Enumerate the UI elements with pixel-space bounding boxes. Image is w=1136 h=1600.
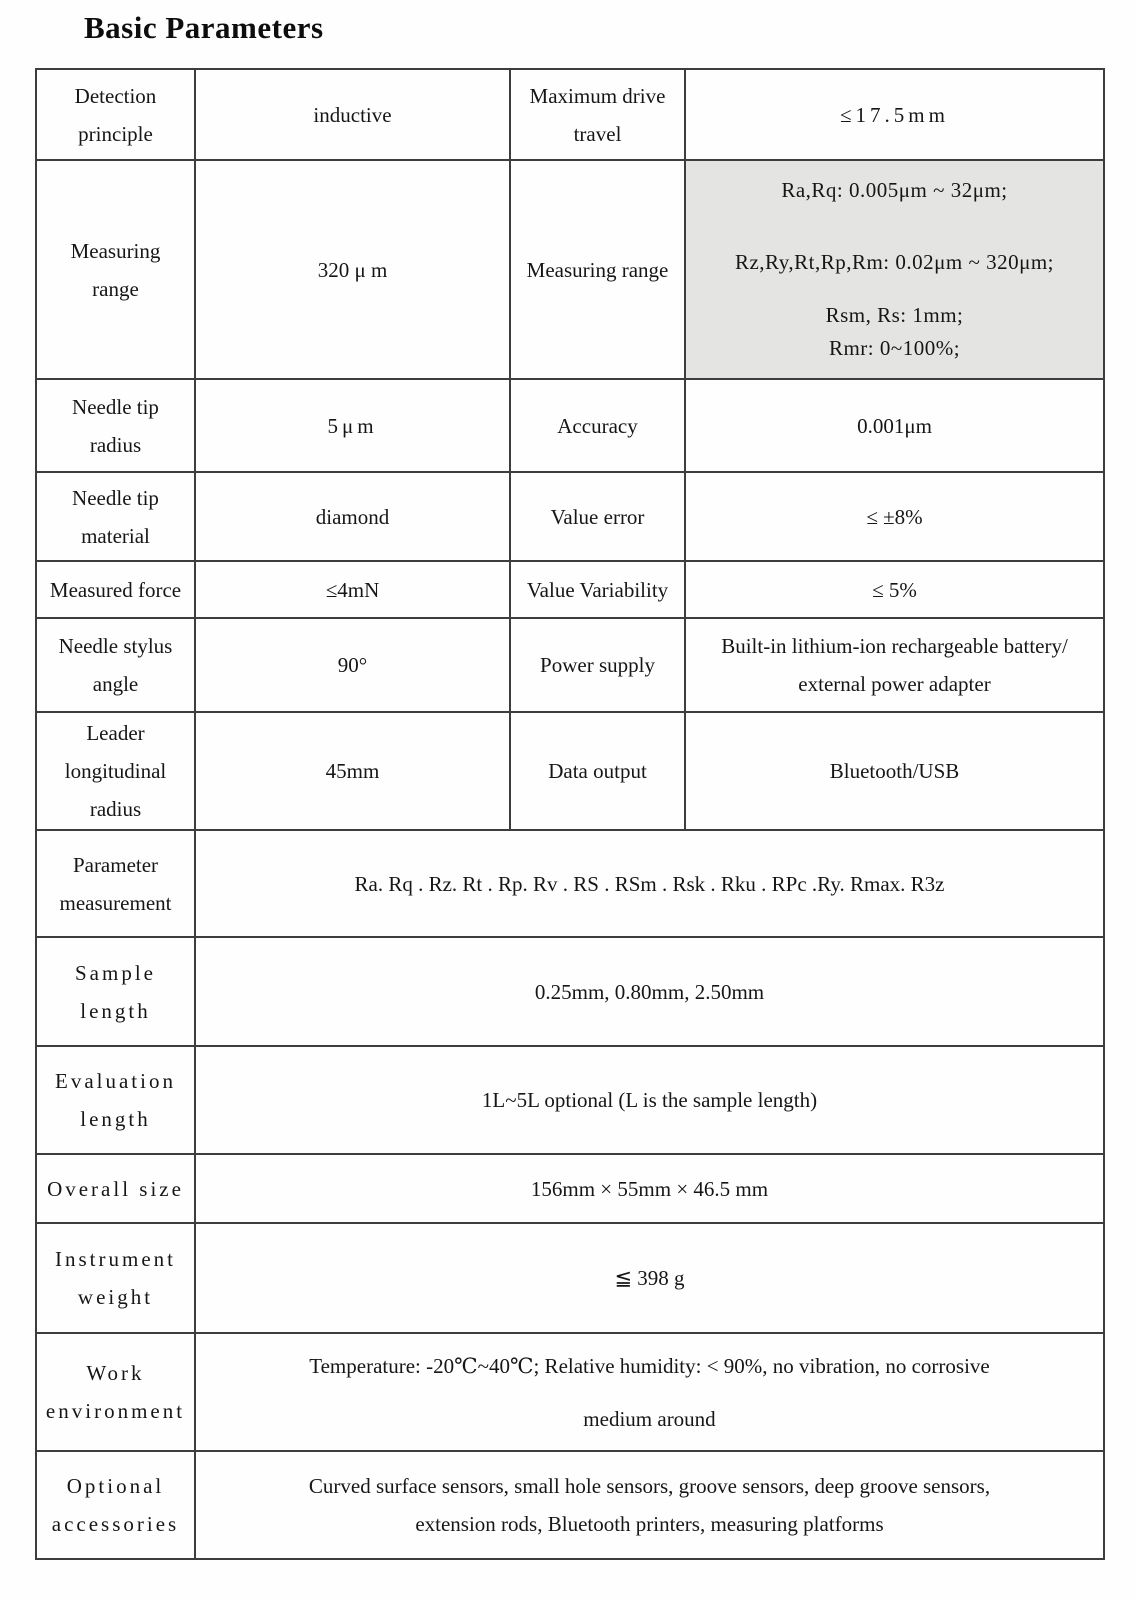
- cell-text-line: 45mm: [325, 759, 380, 783]
- param-value-cell: [685, 472, 1104, 561]
- param-name-cell: [36, 618, 195, 712]
- param-value-cell: [195, 561, 510, 618]
- cell-text-line: medium around: [583, 1406, 716, 1431]
- param-value-cell: [195, 712, 510, 830]
- page-title: Basic Parameters: [84, 10, 324, 45]
- cell-text-line: Ra. Rq . Rz. Rt . Rp. Rv . RS . RSm . Rsk . Rku . RPc .Ry. Rmax. R3z: [354, 871, 945, 896]
- param-value-cell: [685, 69, 1104, 160]
- cell-text-line: travel: [573, 121, 622, 146]
- cell-text-line: Ra,Rq: 0.005μm ~ 32μm;: [781, 178, 1008, 202]
- param-value-cell: [685, 712, 1104, 830]
- param-name-cell: [36, 160, 195, 379]
- cell-text-line: Value Variability: [526, 577, 669, 602]
- param-value-cell: [195, 618, 510, 712]
- table-row: [36, 1333, 1104, 1451]
- cell-text-line: Measured force: [49, 577, 182, 602]
- cell-text-line: inductive: [313, 102, 392, 127]
- cell-text-line: 320 μ m: [317, 257, 388, 282]
- param-name-cell: [36, 712, 195, 830]
- param-value-cell: [510, 472, 685, 561]
- cell-text-line: Needle tip: [72, 394, 159, 419]
- cell-text-line: angle: [92, 672, 139, 696]
- cell-text-line: material: [81, 523, 150, 548]
- param-value-cell: [195, 1223, 1104, 1333]
- cell-text-line: Rz,Ry,Rt,Rp,Rm: 0.02μm ~ 320μm;: [734, 250, 1055, 274]
- table-row: [36, 379, 1104, 472]
- cell-text-line: 1L~5L optional (L is the sample length): [481, 1088, 818, 1112]
- cell-text-line: external power adapter: [798, 672, 991, 696]
- table-row: [36, 1154, 1104, 1223]
- param-value-cell: [195, 830, 1104, 937]
- cell-text-line: ≤ 5%: [872, 577, 917, 602]
- param-value-cell: [685, 160, 1104, 379]
- cell-text-line: Leader: [86, 721, 145, 745]
- cell-text-line: Overall size: [47, 1176, 184, 1201]
- cell-text-line: radius: [89, 432, 142, 457]
- cell-text-line: Optional: [66, 1474, 165, 1498]
- param-name-cell: [36, 69, 195, 160]
- param-value-cell: [685, 618, 1104, 712]
- table-row: [36, 830, 1104, 937]
- param-name-cell: [36, 379, 195, 472]
- param-value-cell: [510, 618, 685, 712]
- param-name-cell: [36, 1451, 195, 1559]
- cell-text-line: principle: [78, 121, 153, 146]
- table-row: [36, 1046, 1104, 1154]
- cell-text-line: Data output: [548, 759, 647, 783]
- param-name-cell: [36, 1046, 195, 1154]
- cell-text-line: Accuracy: [557, 413, 638, 438]
- param-name-cell: [36, 1154, 195, 1223]
- cell-text-line: Work: [86, 1361, 145, 1385]
- cell-text-line: weight: [77, 1285, 154, 1309]
- cell-text-line: diamond: [315, 504, 390, 529]
- table-row: [36, 712, 1104, 830]
- cell-text-line: 0.25mm, 0.80mm, 2.50mm: [534, 979, 765, 1004]
- cell-text-line: ≤17.5mm: [840, 102, 949, 127]
- cell-text-line: Maximum drive: [529, 83, 666, 108]
- param-name-cell: [36, 472, 195, 561]
- table-body: [36, 69, 1104, 1559]
- param-value-cell: [510, 69, 685, 160]
- cell-text-line: radius: [89, 797, 142, 821]
- param-value-cell: [195, 379, 510, 472]
- param-value-cell: [195, 1046, 1104, 1154]
- param-value-cell: [195, 160, 510, 379]
- param-value-cell: [510, 160, 685, 379]
- cell-text-line: Measuring: [70, 238, 161, 263]
- table-row: [36, 160, 1104, 379]
- param-value-cell: [685, 379, 1104, 472]
- cell-text-line: Parameter: [72, 852, 159, 877]
- cell-text-line: Detection: [74, 83, 157, 108]
- param-value-cell: [510, 712, 685, 830]
- cell-text-line: ≤4mN: [325, 577, 380, 602]
- cell-text-line: Curved surface sensors, small hole sensors, groove sensors, deep groove sensors,: [308, 1474, 991, 1498]
- cell-text-line: Needle stylus: [58, 634, 173, 658]
- cell-text-line: Temperature: -20℃~40℃; Relative humidity: < 90%, no vibration, no corrosive: [309, 1353, 990, 1378]
- param-name-cell: [36, 937, 195, 1046]
- param-name-cell: [36, 561, 195, 618]
- cell-text-line: environment: [45, 1399, 186, 1423]
- param-value-cell: [195, 937, 1104, 1046]
- table-row: [36, 1223, 1104, 1333]
- cell-text-line: 156mm × 55mm × 46.5 mm: [530, 1176, 769, 1201]
- cell-text-line: Needle tip: [72, 485, 159, 510]
- cell-text-line: Sample: [75, 960, 156, 985]
- cell-text-line: longitudinal: [64, 759, 167, 783]
- cell-text-line: 0.001μm: [857, 413, 932, 438]
- cell-text-line: ≤ ±8%: [866, 504, 923, 529]
- param-value-cell: [510, 561, 685, 618]
- table-row: [36, 1451, 1104, 1559]
- cell-text-line: measurement: [59, 890, 172, 915]
- cell-text-line: ≦ 398 g: [614, 1266, 685, 1290]
- param-value-cell: [195, 69, 510, 160]
- cell-text-line: 5μm: [327, 413, 378, 438]
- cell-text-line: Evaluation: [55, 1069, 176, 1093]
- cell-text-line: Rmr: 0~100%;: [828, 336, 961, 360]
- cell-text-line: accessories: [51, 1512, 180, 1536]
- cell-text-line: Value error: [550, 504, 645, 529]
- param-value-cell: [510, 379, 685, 472]
- cell-text-line: Bluetooth/USB: [829, 759, 960, 783]
- param-value-cell: [195, 1333, 1104, 1451]
- cell-text-line: length: [80, 1107, 151, 1131]
- param-value-cell: [195, 1154, 1104, 1223]
- table-row: [36, 69, 1104, 160]
- table-row: [36, 937, 1104, 1046]
- table-row: [36, 561, 1104, 618]
- cell-text-line: range: [92, 276, 139, 301]
- param-name-cell: [36, 1223, 195, 1333]
- table-row: [36, 472, 1104, 561]
- cell-text-line: Rsm, Rs: 1mm;: [825, 303, 964, 327]
- cell-text-line: length: [80, 998, 151, 1023]
- cell-text-line: Measuring range: [526, 257, 669, 282]
- param-name-cell: [36, 1333, 195, 1451]
- cell-text-line: extension rods, Bluetooth printers, measuring platforms: [415, 1512, 884, 1536]
- cell-text-line: 90°: [337, 653, 368, 677]
- param-value-cell: [195, 472, 510, 561]
- cell-text-line: Built-in lithium-ion rechargeable battery/: [721, 634, 1068, 658]
- basic-parameters-table: [35, 68, 1105, 1560]
- cell-text-line: Instrument: [55, 1247, 176, 1271]
- param-value-cell: [685, 561, 1104, 618]
- param-name-cell: [36, 830, 195, 937]
- cell-text-line: Power supply: [540, 653, 655, 677]
- table-row: [36, 618, 1104, 712]
- param-value-cell: [195, 1451, 1104, 1559]
